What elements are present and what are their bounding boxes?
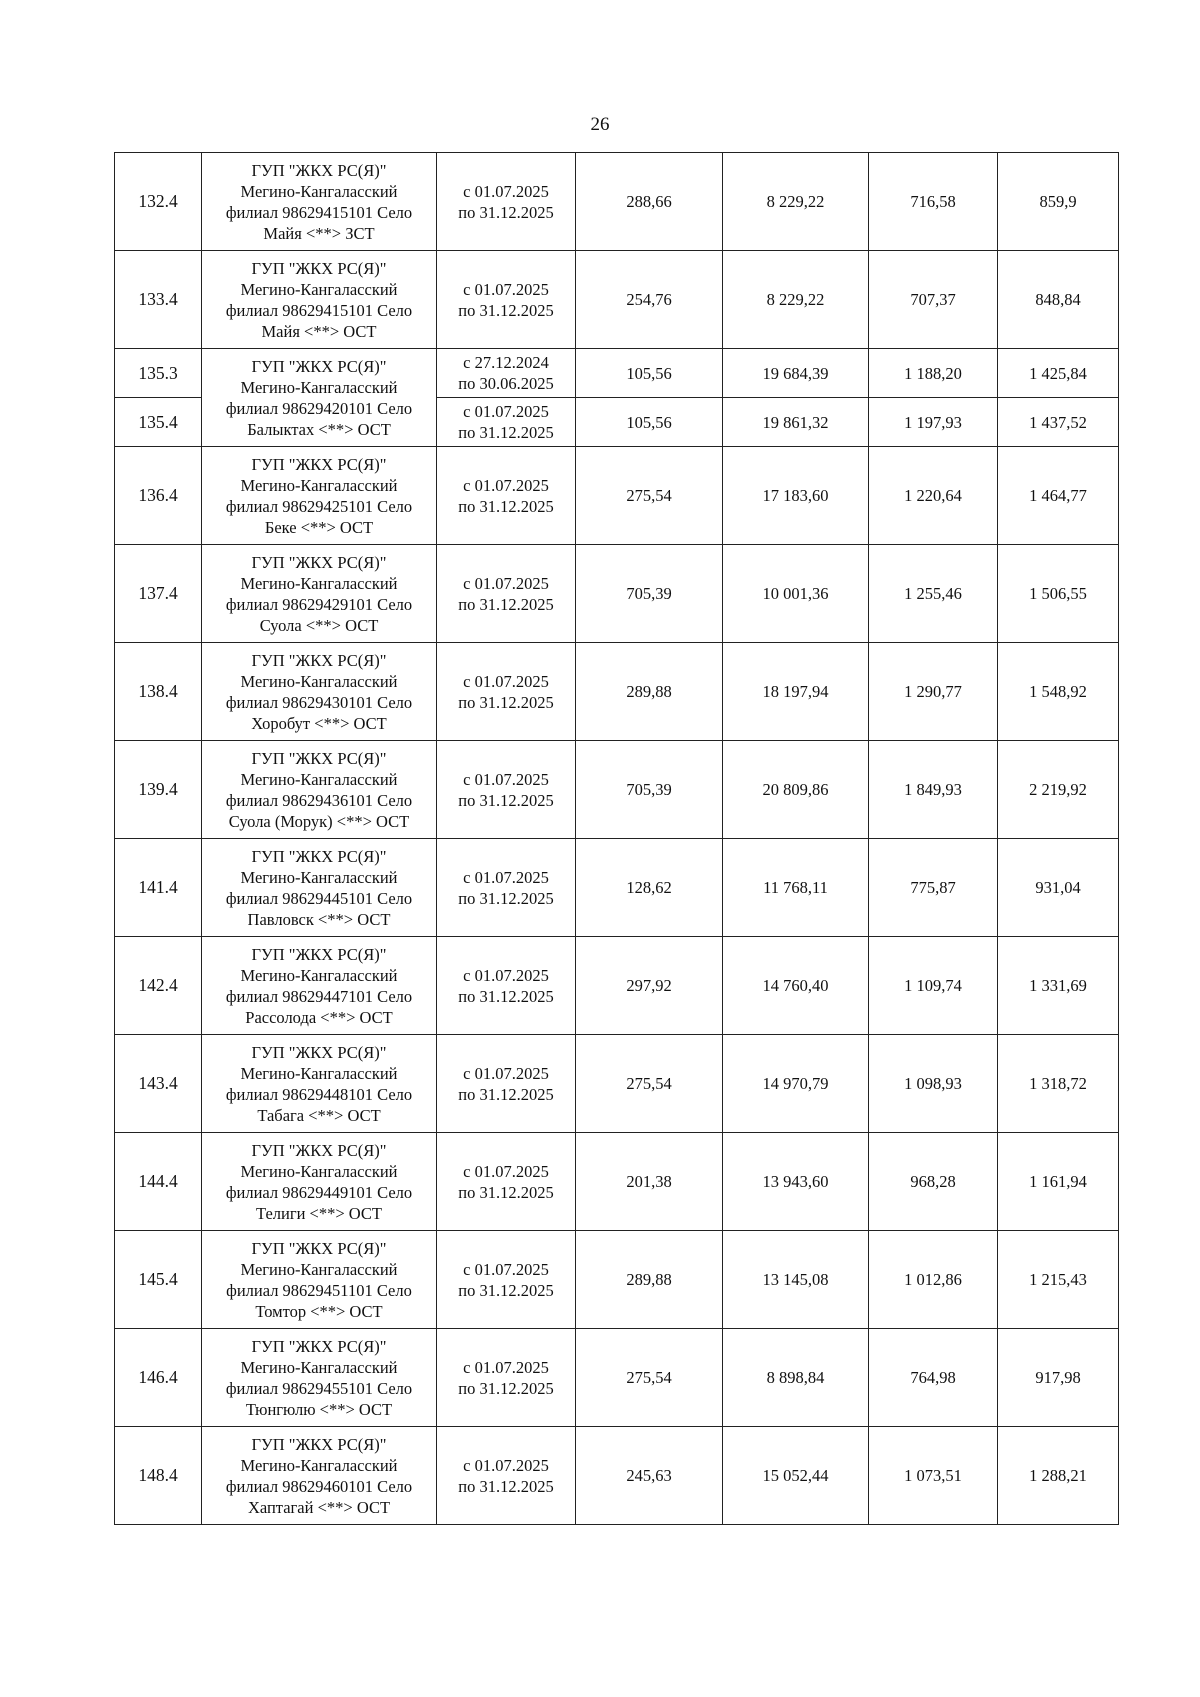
row-number: 143.4 [115, 1035, 202, 1133]
period-cell: с 27.12.2024 по 30.06.2025 [437, 349, 576, 398]
value-cell-1: 275,54 [576, 1329, 723, 1427]
period-cell: с 01.07.2025 по 31.12.2025 [437, 839, 576, 937]
value-cell-2: 10 001,36 [723, 545, 869, 643]
period-cell: с 01.07.2025 по 31.12.2025 [437, 251, 576, 349]
value-cell-3: 775,87 [869, 839, 998, 937]
value-cell-2: 8 229,22 [723, 153, 869, 251]
value-cell-4: 917,98 [998, 1329, 1119, 1427]
organization-cell: ГУП "ЖКХ РС(Я)" Мегино-Кангаласский филиал 98629430101 Село Хоробут <**> ОСТ [202, 643, 437, 741]
value-cell-1: 705,39 [576, 741, 723, 839]
value-cell-1: 128,62 [576, 839, 723, 937]
value-cell-2: 19 684,39 [723, 349, 869, 398]
value-cell-4: 931,04 [998, 839, 1119, 937]
value-cell-3: 1 220,64 [869, 447, 998, 545]
value-cell-2: 8 229,22 [723, 251, 869, 349]
period-cell: с 01.07.2025 по 31.12.2025 [437, 1427, 576, 1525]
table-row [115, 741, 1119, 839]
period-cell: с 01.07.2025 по 31.12.2025 [437, 447, 576, 545]
table-row [115, 251, 1119, 349]
organization-cell: ГУП "ЖКХ РС(Я)" Мегино-Кангаласский филиал 98629420101 Село Балыктах <**> ОСТ [202, 349, 437, 447]
value-cell-1: 297,92 [576, 937, 723, 1035]
value-cell-1: 254,76 [576, 251, 723, 349]
table-row [115, 839, 1119, 937]
period-cell: с 01.07.2025 по 31.12.2025 [437, 643, 576, 741]
period-cell: с 01.07.2025 по 31.12.2025 [437, 937, 576, 1035]
table-row [115, 643, 1119, 741]
value-cell-1: 201,38 [576, 1133, 723, 1231]
value-cell-4: 859,9 [998, 153, 1119, 251]
value-cell-2: 19 861,32 [723, 398, 869, 447]
period-cell: с 01.07.2025 по 31.12.2025 [437, 1231, 576, 1329]
table-row [115, 545, 1119, 643]
period-cell: с 01.07.2025 по 31.12.2025 [437, 1035, 576, 1133]
row-number: 144.4 [115, 1133, 202, 1231]
value-cell-1: 275,54 [576, 1035, 723, 1133]
value-cell-3: 1 849,93 [869, 741, 998, 839]
period-cell: с 01.07.2025 по 31.12.2025 [437, 1133, 576, 1231]
row-number: 138.4 [115, 643, 202, 741]
value-cell-3: 1 188,20 [869, 349, 998, 398]
value-cell-2: 20 809,86 [723, 741, 869, 839]
organization-cell: ГУП "ЖКХ РС(Я)" Мегино-Кангаласский филиал 98629451101 Село Томтор <**> ОСТ [202, 1231, 437, 1329]
organization-cell: ГУП "ЖКХ РС(Я)" Мегино-Кангаласский филиал 98629429101 Село Суола <**> ОСТ [202, 545, 437, 643]
period-cell: с 01.07.2025 по 31.12.2025 [437, 1329, 576, 1427]
value-cell-2: 14 970,79 [723, 1035, 869, 1133]
value-cell-3: 1 197,93 [869, 398, 998, 447]
organization-cell: ГУП "ЖКХ РС(Я)" Мегино-Кангаласский филиал 98629445101 Село Павловск <**> ОСТ [202, 839, 437, 937]
value-cell-3: 1 290,77 [869, 643, 998, 741]
organization-cell: ГУП "ЖКХ РС(Я)" Мегино-Кангаласский филиал 98629448101 Село Табага <**> ОСТ [202, 1035, 437, 1133]
value-cell-2: 15 052,44 [723, 1427, 869, 1525]
organization-cell: ГУП "ЖКХ РС(Я)" Мегино-Кангаласский филиал 98629460101 Село Хаптагай <**> ОСТ [202, 1427, 437, 1525]
value-cell-4: 1 437,52 [998, 398, 1119, 447]
value-cell-4: 1 161,94 [998, 1133, 1119, 1231]
value-cell-4: 1 506,55 [998, 545, 1119, 643]
row-number: 141.4 [115, 839, 202, 937]
value-cell-1: 289,88 [576, 1231, 723, 1329]
value-cell-3: 1 098,93 [869, 1035, 998, 1133]
row-number: 139.4 [115, 741, 202, 839]
value-cell-2: 8 898,84 [723, 1329, 869, 1427]
row-number: 146.4 [115, 1329, 202, 1427]
row-number: 148.4 [115, 1427, 202, 1525]
value-cell-1: 288,66 [576, 153, 723, 251]
value-cell-2: 14 760,40 [723, 937, 869, 1035]
value-cell-1: 245,63 [576, 1427, 723, 1525]
value-cell-4: 1 331,69 [998, 937, 1119, 1035]
value-cell-4: 848,84 [998, 251, 1119, 349]
row-number: 135.4 [115, 398, 202, 447]
table-row [115, 1035, 1119, 1133]
row-number: 142.4 [115, 937, 202, 1035]
organization-cell: ГУП "ЖКХ РС(Я)" Мегино-Кангаласский филиал 98629455101 Село Тюнгюлю <**> ОСТ [202, 1329, 437, 1427]
table-row [115, 447, 1119, 545]
period-cell: с 01.07.2025 по 31.12.2025 [437, 153, 576, 251]
value-cell-3: 1 012,86 [869, 1231, 998, 1329]
value-cell-2: 17 183,60 [723, 447, 869, 545]
value-cell-3: 968,28 [869, 1133, 998, 1231]
value-cell-1: 289,88 [576, 643, 723, 741]
row-number: 132.4 [115, 153, 202, 251]
value-cell-3: 1 109,74 [869, 937, 998, 1035]
value-cell-2: 13 145,08 [723, 1231, 869, 1329]
value-cell-3: 1 073,51 [869, 1427, 998, 1525]
value-cell-2: 18 197,94 [723, 643, 869, 741]
row-number: 133.4 [115, 251, 202, 349]
value-cell-3: 764,98 [869, 1329, 998, 1427]
value-cell-4: 1 548,92 [998, 643, 1119, 741]
organization-cell: ГУП "ЖКХ РС(Я)" Мегино-Кангаласский филиал 98629415101 Село Майя <**> ЗСТ [202, 153, 437, 251]
value-cell-2: 13 943,60 [723, 1133, 869, 1231]
value-cell-4: 1 318,72 [998, 1035, 1119, 1133]
value-cell-2: 11 768,11 [723, 839, 869, 937]
table-row [115, 1427, 1119, 1525]
value-cell-3: 1 255,46 [869, 545, 998, 643]
row-number: 137.4 [115, 545, 202, 643]
page-number: 26 [590, 114, 610, 135]
value-cell-1: 275,54 [576, 447, 723, 545]
value-cell-3: 707,37 [869, 251, 998, 349]
row-number: 145.4 [115, 1231, 202, 1329]
organization-cell: ГУП "ЖКХ РС(Я)" Мегино-Кангаласский филиал 98629447101 Село Рассолода <**> ОСТ [202, 937, 437, 1035]
value-cell-4: 1 288,21 [998, 1427, 1119, 1525]
row-number: 135.3 [115, 349, 202, 398]
value-cell-4: 1 215,43 [998, 1231, 1119, 1329]
tariff-table [114, 152, 1119, 1525]
table-row [115, 153, 1119, 251]
period-cell: с 01.07.2025 по 31.12.2025 [437, 741, 576, 839]
table-row [115, 1231, 1119, 1329]
period-cell: с 01.07.2025 по 31.12.2025 [437, 545, 576, 643]
period-cell: с 01.07.2025 по 31.12.2025 [437, 398, 576, 447]
organization-cell: ГУП "ЖКХ РС(Я)" Мегино-Кангаласский филиал 98629449101 Село Телиги <**> ОСТ [202, 1133, 437, 1231]
organization-cell: ГУП "ЖКХ РС(Я)" Мегино-Кангаласский филиал 98629425101 Село Беке <**> ОСТ [202, 447, 437, 545]
organization-cell: ГУП "ЖКХ РС(Я)" Мегино-Кангаласский филиал 98629415101 Село Майя <**> ОСТ [202, 251, 437, 349]
row-number: 136.4 [115, 447, 202, 545]
table-row [115, 1329, 1119, 1427]
value-cell-4: 2 219,92 [998, 741, 1119, 839]
table-row [115, 1133, 1119, 1231]
value-cell-1: 705,39 [576, 545, 723, 643]
table-row [115, 937, 1119, 1035]
organization-cell: ГУП "ЖКХ РС(Я)" Мегино-Кангаласский филиал 98629436101 Село Суола (Морук) <**> ОСТ [202, 741, 437, 839]
value-cell-4: 1 464,77 [998, 447, 1119, 545]
table-row [115, 349, 1119, 398]
value-cell-3: 716,58 [869, 153, 998, 251]
value-cell-1: 105,56 [576, 398, 723, 447]
value-cell-1: 105,56 [576, 349, 723, 398]
value-cell-4: 1 425,84 [998, 349, 1119, 398]
